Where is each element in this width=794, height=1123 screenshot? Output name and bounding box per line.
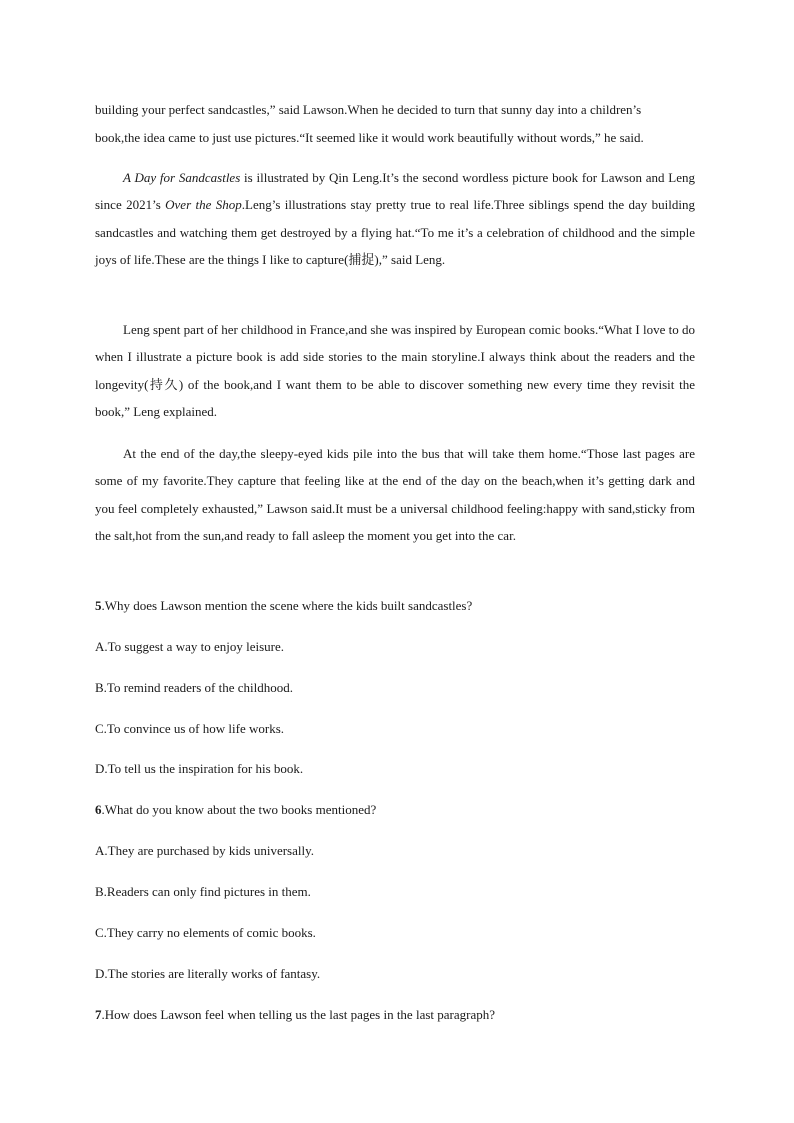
option-5c[interactable]: C.To convince us of how life works.: [95, 721, 285, 736]
book-title: A Day for Sandcastles: [123, 170, 241, 185]
option-5b[interactable]: B.To remind readers of the childhood.: [95, 680, 294, 695]
paragraph-text: At the end of the day,the sleepy-eyed kids pile into the bus that will take them home.“Those last pages are some of my favorite.They capture that feeling like at the end of the day on the beach,when it’s getting dark and you feel completely exhausted,” Lawson said.It must be a universal childhood feeling:happy with sand,sticky from the salt,hot from the sun,and ready to fall asleep the moment you get into the car.: [95, 446, 695, 544]
question-6: 6.What do you know about the two books mentioned?: [95, 802, 377, 817]
paragraph-3: [95, 316, 695, 426]
paragraph-text: Leng spent part of her childhood in France,and she was inspired by European comic books.“What I love to do when I illustrate a picture book is add side stories to the main storyline.I always think about the readers and the longevity(持久) of the book,and I want them to be able to discover something new every time they revisit the book,” Leng explained.: [95, 322, 695, 420]
passage-line: building your perfect sandcastles,” said Lawson.When he decided to turn that sunny day into a children’s: [95, 102, 642, 117]
option-6b[interactable]: B.Readers can only find pictures in them.: [95, 884, 311, 899]
paragraph-text: is illustrated by Qin Leng.It’s the second wordless picture book for Lawson and Leng since 2021’s: [95, 170, 695, 213]
option-5d[interactable]: D.To tell us the inspiration for his book.: [95, 761, 304, 776]
option-6c[interactable]: C.They carry no elements of comic books.: [95, 925, 316, 940]
paragraph-2: [95, 164, 695, 274]
option-6d[interactable]: D.The stories are literally works of fantasy.: [95, 966, 321, 981]
question-5: 5.Why does Lawson mention the scene where the kids built sandcastles?: [95, 598, 473, 613]
paragraph-text: .Leng’s illustrations stay pretty true to real life.Three siblings spend the day building sandcastles and watching them get destroyed by a flying hat.“To me it’s a celebration of childhood and the simple joys of life.These are the things I like to capture(捕捉),” said Leng.: [95, 197, 695, 268]
book-title: Over the Shop: [165, 197, 242, 213]
option-6a[interactable]: A.They are purchased by kids universally.: [95, 843, 315, 858]
question-7: 7.How does Lawson feel when telling us the last pages in the last paragraph?: [95, 1007, 495, 1022]
option-5a[interactable]: A.To suggest a way to enjoy leisure.: [95, 639, 284, 654]
paragraph-4: [95, 440, 695, 550]
passage-line: book,the idea came to just use pictures.“It seemed like it would work beautifully without words,” he said.: [95, 130, 644, 145]
